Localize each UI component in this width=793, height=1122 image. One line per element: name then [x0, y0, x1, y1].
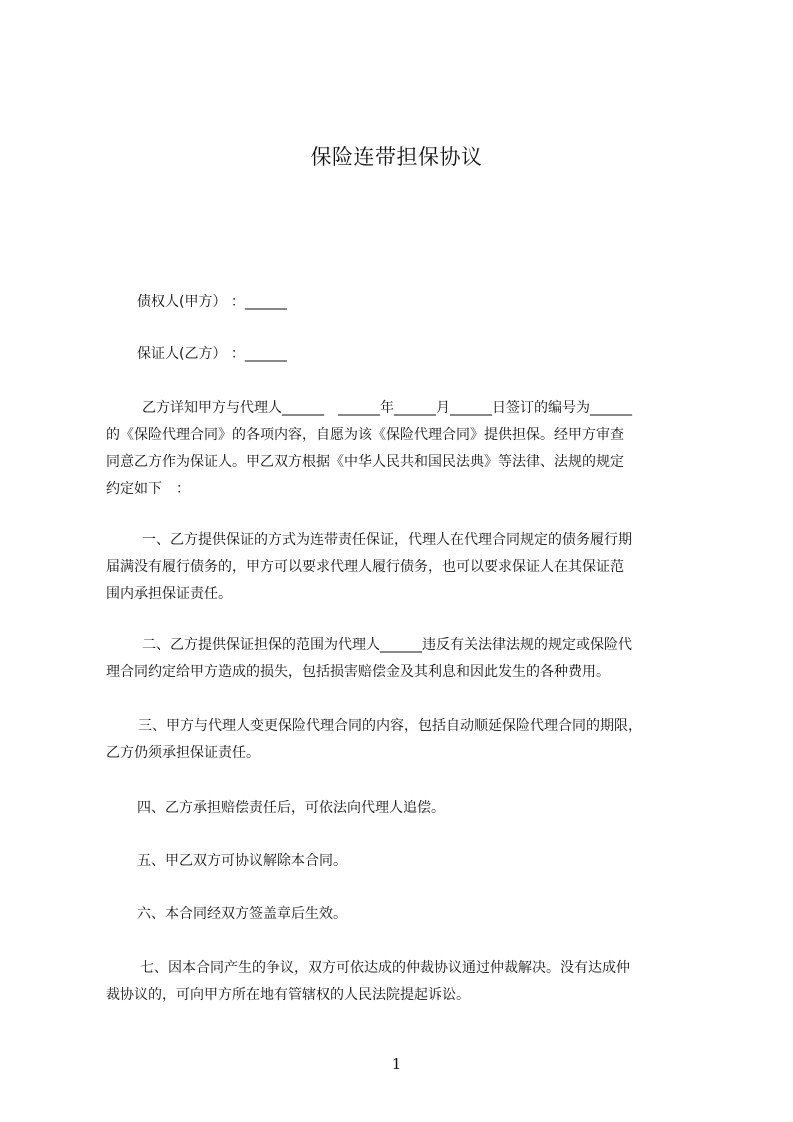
intro-paragraph [106, 395, 706, 503]
intro-line: 同意乙方作为保证人。甲乙双方根据《中华人民共和国民法典》等法律、法规的规定 [106, 454, 624, 470]
clause-line: 届满没有履行债务的，甲方可以要求代理人履行债务，也可以要求保证人在其保证范 [106, 559, 624, 575]
clause-line: 围内承担保证责任。 [106, 586, 232, 602]
document-title: 保险连带担保协议 [310, 145, 483, 169]
intro-line: 约定如下 ： [106, 481, 190, 497]
clause-4: 四、乙方承担赔偿责任后，可依法向代理人追偿。 [137, 800, 445, 816]
clause-line: 裁协议的，可向甲方所在地有管辖权的人民法院提起诉讼。 [106, 987, 470, 1003]
intro-line: 乙方详知甲方与代理人______ ______年______月______日签订的编号为______ [142, 400, 632, 416]
creditor-line: 债权人(甲方） ：______ [137, 294, 287, 310]
clause-2 [106, 632, 706, 686]
clause-7 [106, 955, 706, 1009]
clause-line: 二、乙方提供保证担保的范围为代理人______违反有关法律法规的规定或保险代 [142, 637, 632, 653]
clause-line: 乙方仍须承担保证责任。 [106, 745, 260, 761]
guarantor-line: 保证人(乙方） ：______ [137, 346, 287, 362]
clause-1 [106, 527, 706, 608]
intro-line: 的《保险代理合同》的各项内容，自愿为该《保险代理合同》提供担保。经甲方审查 [106, 427, 624, 443]
clause-line: 三、甲方与代理人变更保险代理合同的内容，包括自动顺延保险代理合同的期限， [138, 718, 642, 734]
clause-6: 六、本合同经双方签盖章后生效。 [137, 906, 347, 922]
page-number: 1 [391, 1055, 402, 1073]
clause-line: 七、因本合同产生的争议，双方可依达成的仲裁协议通过仲裁解决。没有达成仲 [140, 960, 630, 976]
clause-3 [106, 713, 706, 767]
clause-line: 理合同约定给甲方造成的损失，包括损害赔偿金及其利息和因此发生的各种费用。 [106, 664, 610, 680]
clause-line: 一、乙方提供保证的方式为连带责任保证，代理人在代理合同规定的债务履行期 [142, 532, 632, 548]
clause-5: 五、甲乙双方可协议解除本合同。 [137, 853, 347, 869]
